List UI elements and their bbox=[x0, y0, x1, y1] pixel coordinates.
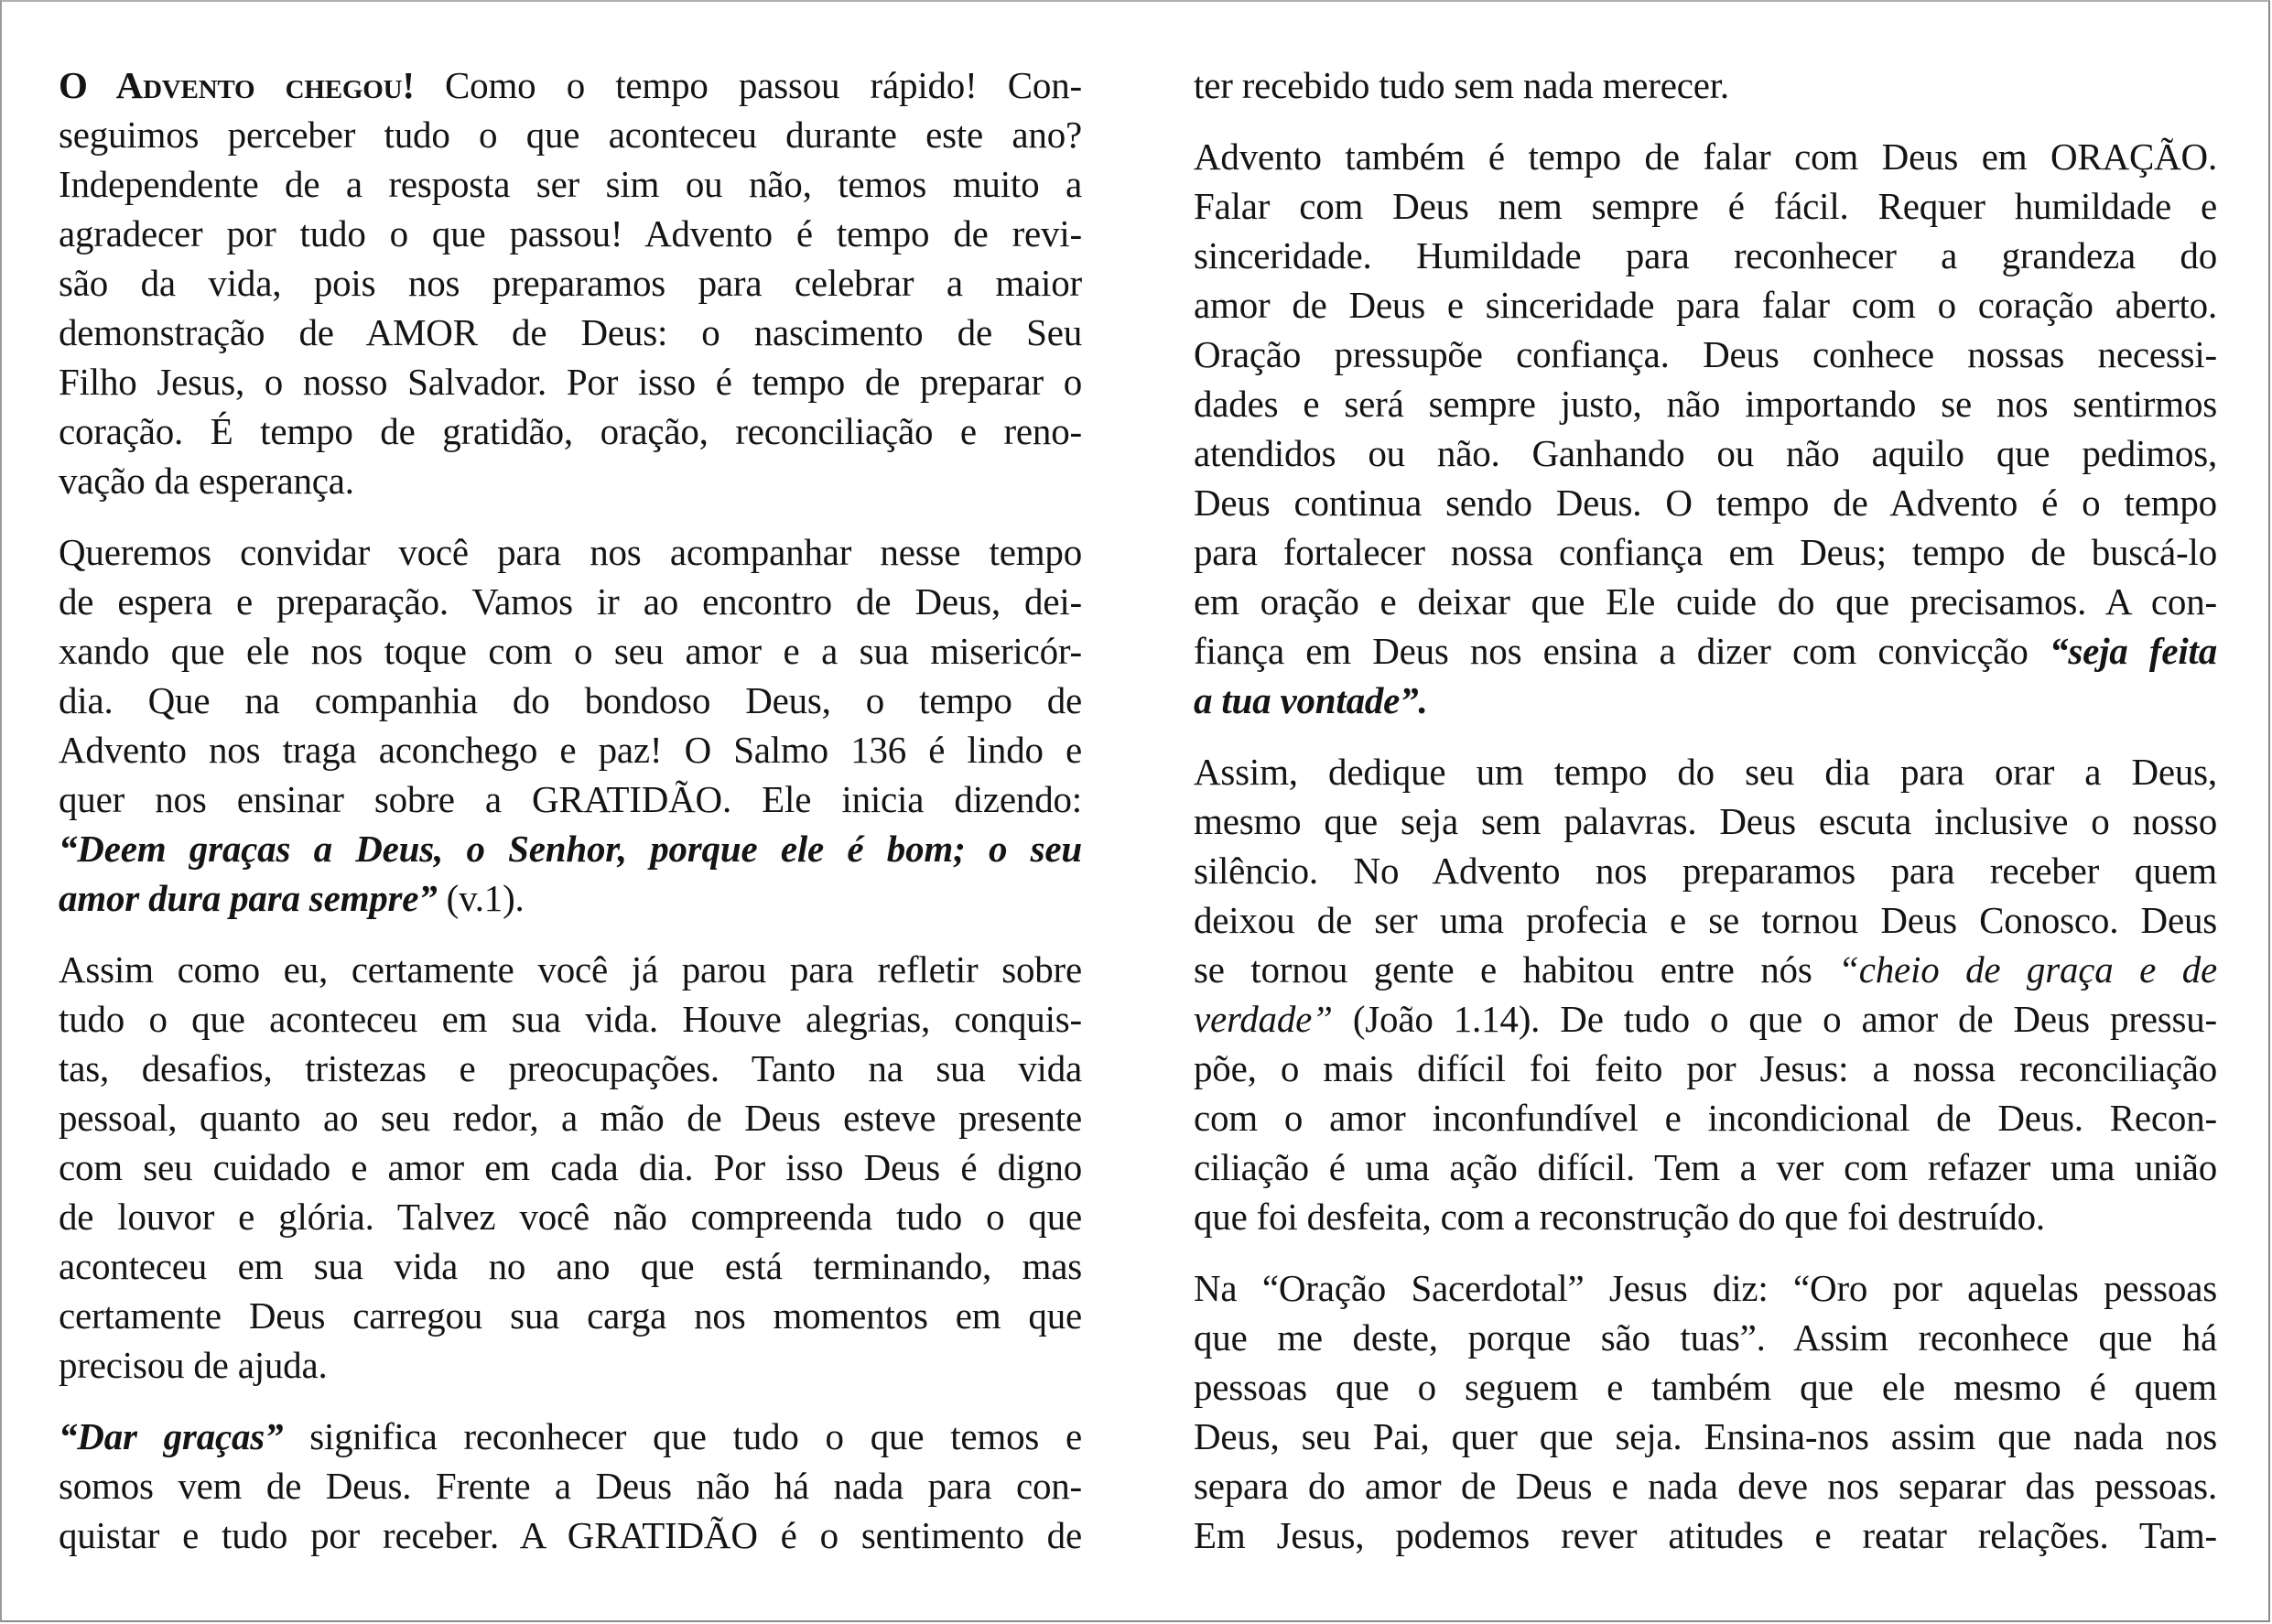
emphasis-text: a tua vontade”. bbox=[1194, 679, 1428, 721]
text-run: mesmo que seja sem palavras. Deus escuta inclusive o nosso bbox=[1194, 800, 2217, 842]
text-line bbox=[1194, 231, 2217, 280]
text-run: com o amor inconfundível e incondicional de Deus. Recon- bbox=[1194, 1097, 2217, 1139]
text-run: Na “Oração Sacerdotal” Jesus diz: “Oro por aquelas pessoas bbox=[1194, 1267, 2217, 1309]
text-line bbox=[59, 527, 1082, 577]
text-line bbox=[1194, 330, 2217, 379]
text-line bbox=[1194, 796, 2217, 846]
text-line bbox=[1194, 1044, 2217, 1093]
text-run: Assim como eu, certamente você já parou para refletir sobre bbox=[59, 948, 1082, 991]
emphasis-text: “cheio de graça e de bbox=[1838, 948, 2217, 991]
text-run: de espera e preparação. Vamos ir ao encontro de Deus, dei- bbox=[59, 580, 1082, 623]
text-run: Filho Jesus, o nosso Salvador. Por isso é tempo de preparar o bbox=[59, 361, 1082, 403]
text-line bbox=[59, 60, 1082, 110]
text-line bbox=[59, 824, 1082, 873]
text-line bbox=[59, 577, 1082, 626]
text-run: dia. Que na companhia do bondoso Deus, o tempo de bbox=[59, 679, 1082, 721]
text-run: sinceridade. Humildade para reconhecer a grandeza do bbox=[1194, 234, 2217, 276]
text-run: vação da esperança. bbox=[59, 460, 354, 502]
text-run: que me deste, porque são tuas”. Assim reconhece que há bbox=[1194, 1316, 2217, 1359]
emphasis-text: amor dura para sempre” bbox=[59, 877, 438, 919]
text-line bbox=[1194, 945, 2217, 994]
text-run: fiança em Deus nos ensina a dizer com convicção bbox=[1194, 630, 2050, 672]
text-line bbox=[59, 1142, 1082, 1192]
text-run: em oração e deixar que Ele cuide do que precisamos. A con- bbox=[1194, 580, 2217, 623]
text-run: somos vem de Deus. Frente a Deus não há nada para con- bbox=[59, 1465, 1082, 1507]
text-line bbox=[59, 357, 1082, 406]
text-line bbox=[59, 1340, 1082, 1390]
text-run: Como o tempo passou rápido! Con- bbox=[414, 64, 1082, 106]
text-line bbox=[59, 209, 1082, 258]
text-line bbox=[59, 1241, 1082, 1291]
text-line bbox=[59, 994, 1082, 1044]
text-line bbox=[1194, 676, 2217, 725]
text-run: quistar e tudo por receber. A GRATIDÃO é o sentimento de bbox=[59, 1514, 1082, 1556]
text-line bbox=[1194, 1510, 2217, 1560]
text-run: pessoal, quanto ao seu redor, a mão de Deus esteve presente bbox=[59, 1097, 1082, 1139]
text-line bbox=[1194, 747, 2217, 796]
text-line bbox=[1194, 527, 2217, 577]
text-run: silêncio. No Advento nos preparamos para receber quem bbox=[1194, 850, 2217, 892]
text-line bbox=[1194, 1461, 2217, 1510]
text-run: Falar com Deus nem sempre é fácil. Requer humildade e bbox=[1194, 185, 2217, 227]
text-line bbox=[59, 110, 1082, 159]
text-run: com seu cuidado e amor em cada dia. Por isso Deus é digno bbox=[59, 1146, 1082, 1188]
text-run: põe, o mais difícil foi feito por Jesus: a nossa reconciliação bbox=[1194, 1047, 2217, 1089]
text-line bbox=[1194, 428, 2217, 478]
text-line bbox=[59, 1093, 1082, 1142]
emphasis-text: “seja feita bbox=[2050, 630, 2217, 672]
text-line bbox=[1194, 846, 2217, 895]
text-line bbox=[59, 676, 1082, 725]
text-line bbox=[59, 456, 1082, 505]
text-run: ciliação é uma ação difícil. Tem a ver com refazer uma união bbox=[1194, 1146, 2217, 1188]
text-run: Deus continua sendo Deus. O tempo de Advento é o tempo bbox=[1194, 482, 2217, 524]
text-line bbox=[59, 1192, 1082, 1241]
text-line bbox=[59, 725, 1082, 774]
text-run: precisou de ajuda. bbox=[59, 1344, 328, 1386]
text-line bbox=[1194, 1362, 2217, 1412]
text-run: (v.1). bbox=[437, 877, 525, 919]
paragraph bbox=[59, 1412, 1082, 1560]
text-run: Independente de a resposta ser sim ou não, temos muito a bbox=[59, 163, 1082, 205]
text-line bbox=[59, 1461, 1082, 1510]
text-run: Oração pressupõe confiança. Deus conhece nossas necessi- bbox=[1194, 333, 2217, 375]
text-line bbox=[1194, 577, 2217, 626]
text-run: se tornou gente e habitou entre nós bbox=[1194, 948, 1839, 991]
text-line bbox=[59, 1291, 1082, 1340]
text-line bbox=[1194, 626, 2217, 676]
text-line bbox=[59, 873, 1082, 923]
text-line bbox=[59, 308, 1082, 357]
paragraph bbox=[1194, 747, 2217, 1241]
text-line bbox=[1194, 280, 2217, 330]
text-run: Advento também é tempo de falar com Deus em ORAÇÃO. bbox=[1194, 135, 2217, 178]
text-run: para fortalecer nossa confiança em Deus; tempo de buscá-lo bbox=[1194, 531, 2217, 573]
text-run: de louvor e glória. Talvez você não compreenda tudo o que bbox=[59, 1196, 1082, 1238]
text-run: tudo o que aconteceu em sua vida. Houve alegrias, conquis- bbox=[59, 998, 1082, 1040]
text-run: aconteceu em sua vida no ano que está terminando, mas bbox=[59, 1245, 1082, 1287]
paragraph bbox=[59, 945, 1082, 1390]
text-line bbox=[1194, 1142, 2217, 1192]
text-run: xando que ele nos toque com o seu amor e a sua misericór- bbox=[59, 630, 1082, 672]
text-run: Assim, dedique um tempo do seu dia para orar a Deus, bbox=[1194, 751, 2217, 793]
paragraph bbox=[59, 60, 1082, 505]
text-run: (João 1.14). De tudo o que o amor de Deus pressu- bbox=[1332, 998, 2217, 1040]
text-run: são da vida, pois nos preparamos para celebrar a maior bbox=[59, 262, 1082, 304]
text-run: Queremos convidar você para nos acompanhar nesse tempo bbox=[59, 531, 1082, 573]
text-run: deixou de ser uma profecia e se tornou Deus Conosco. Deus bbox=[1194, 899, 2217, 941]
text-line bbox=[59, 1044, 1082, 1093]
paragraph bbox=[1194, 1263, 2217, 1560]
paragraph bbox=[59, 527, 1082, 923]
text-run: amor de Deus e sinceridade para falar com o coração aberto. bbox=[1194, 284, 2217, 326]
text-line bbox=[1194, 379, 2217, 428]
text-run: atendidos ou não. Ganhando ou não aquilo que pedimos, bbox=[1194, 432, 2217, 474]
text-run: dades e será sempre justo, não importando se nos sentirmos bbox=[1194, 383, 2217, 425]
emphasis-text: “Dar graças” bbox=[59, 1415, 284, 1457]
text-line bbox=[59, 1412, 1082, 1461]
paragraph bbox=[1194, 60, 2217, 110]
paragraph bbox=[1194, 132, 2217, 725]
right-column bbox=[1194, 60, 2217, 1582]
text-line bbox=[1194, 60, 2217, 110]
text-run: seguimos perceber tudo o que aconteceu durante este ano? bbox=[59, 114, 1082, 156]
emphasis-text: verdade” bbox=[1194, 998, 1333, 1040]
text-line bbox=[59, 406, 1082, 456]
text-line bbox=[59, 945, 1082, 994]
text-line bbox=[59, 774, 1082, 824]
text-line bbox=[1194, 478, 2217, 527]
text-line bbox=[1194, 132, 2217, 181]
text-run: pessoas que o seguem e também que ele mesmo é quem bbox=[1194, 1366, 2217, 1408]
text-run: Deus, seu Pai, quer que seja. Ensina-nos assim que nada nos bbox=[1194, 1415, 2217, 1457]
text-line bbox=[1194, 1263, 2217, 1313]
text-run: demonstração de AMOR de Deus: o nascimento de Seu bbox=[59, 311, 1082, 353]
text-run: separa do amor de Deus e nada deve nos separar das pessoas. bbox=[1194, 1465, 2217, 1507]
text-line bbox=[1194, 1313, 2217, 1362]
text-line bbox=[59, 159, 1082, 209]
text-run: certamente Deus carregou sua carga nos momentos em que bbox=[59, 1294, 1082, 1337]
text-run: significa reconhecer que tudo o que temos e bbox=[283, 1415, 1082, 1457]
text-line bbox=[1194, 895, 2217, 945]
text-run: Em Jesus, podemos rever atitudes e reatar relações. Tam- bbox=[1194, 1514, 2217, 1556]
text-run: ter recebido tudo sem nada merecer. bbox=[1194, 64, 1729, 106]
left-column bbox=[59, 60, 1082, 1582]
text-line bbox=[1194, 1192, 2217, 1241]
text-line bbox=[1194, 181, 2217, 231]
text-run: coração. É tempo de gratidão, oração, reconciliação e reno- bbox=[59, 410, 1082, 452]
lead-heading: O Advento chegou! bbox=[59, 64, 415, 106]
text-line bbox=[59, 626, 1082, 676]
text-line bbox=[59, 258, 1082, 308]
text-run: que foi desfeita, com a reconstrução do que foi destruído. bbox=[1194, 1196, 2045, 1238]
text-line bbox=[59, 1510, 1082, 1560]
emphasis-text: “Deem graças a Deus, o Senhor, porque ele é bom; o seu bbox=[59, 828, 1082, 870]
text-run: tas, desafios, tristezas e preocupações. Tanto na sua vida bbox=[59, 1047, 1082, 1089]
text-run: quer nos ensinar sobre a GRATIDÃO. Ele inicia dizendo: bbox=[59, 778, 1082, 820]
text-run: Advento nos traga aconchego e paz! O Salmo 136 é lindo e bbox=[59, 729, 1082, 771]
text-run: agradecer por tudo o que passou! Advento é tempo de revi- bbox=[59, 212, 1082, 254]
text-line bbox=[1194, 1093, 2217, 1142]
text-line bbox=[1194, 1412, 2217, 1461]
text-line bbox=[1194, 994, 2217, 1044]
